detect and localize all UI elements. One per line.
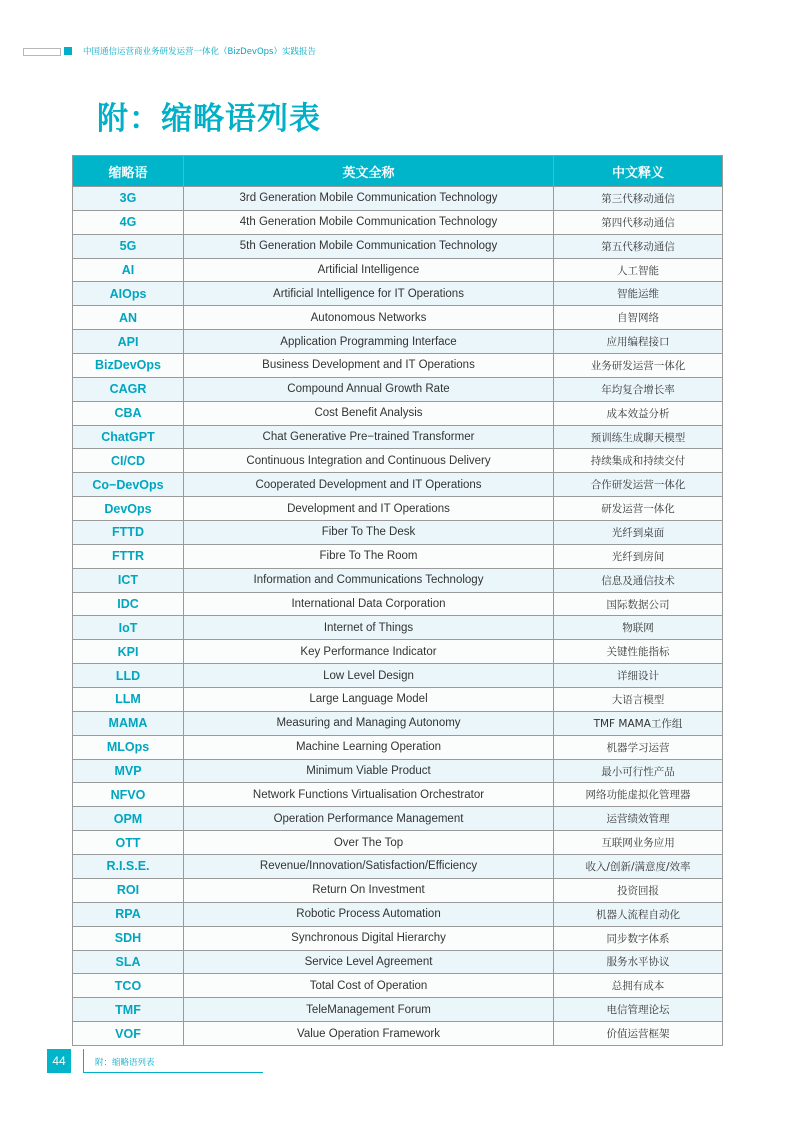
english-name-cell: Low Level Design: [184, 664, 554, 688]
abbreviation-cell: ROI: [73, 878, 184, 902]
column-header-abbr: 缩略语: [73, 156, 184, 187]
abbreviation-cell: MLOps: [73, 735, 184, 759]
table-row: [73, 807, 723, 831]
table-row: [73, 831, 723, 855]
english-name-cell: International Data Corporation: [184, 592, 554, 616]
table-row: [73, 210, 723, 234]
table-row: [73, 735, 723, 759]
column-header-english: 英文全称: [184, 156, 554, 187]
chinese-name-cell: 详细设计: [554, 664, 723, 688]
table-header-row: [73, 156, 723, 187]
abbreviation-cell: OTT: [73, 831, 184, 855]
abbreviation-cell: AI: [73, 258, 184, 282]
chinese-name-cell: 业务研发运营一体化: [554, 354, 723, 378]
english-name-cell: Internet of Things: [184, 616, 554, 640]
abbreviation-cell: CAGR: [73, 377, 184, 401]
english-name-cell: Key Performance Indicator: [184, 640, 554, 664]
english-name-cell: Machine Learning Operation: [184, 735, 554, 759]
table-row: [73, 926, 723, 950]
abbreviation-cell: CBA: [73, 401, 184, 425]
chinese-name-cell: 价值运营框架: [554, 1022, 723, 1046]
chinese-name-cell: 同步数字体系: [554, 926, 723, 950]
chinese-name-cell: 国际数据公司: [554, 592, 723, 616]
chinese-name-cell: 光纤到房间: [554, 544, 723, 568]
table-row: [73, 711, 723, 735]
chinese-name-cell: 投资回报: [554, 878, 723, 902]
chinese-name-cell: 第三代移动通信: [554, 187, 723, 211]
table-row: [73, 330, 723, 354]
chinese-name-cell: 研发运营一体化: [554, 497, 723, 521]
abbreviation-cell: OPM: [73, 807, 184, 831]
table-row: [73, 521, 723, 545]
table-row: [73, 592, 723, 616]
abbreviation-cell: ICT: [73, 568, 184, 592]
abbreviation-cell: AN: [73, 306, 184, 330]
english-name-cell: TeleManagement Forum: [184, 998, 554, 1022]
english-name-cell: Return On Investment: [184, 878, 554, 902]
abbreviation-cell: LLM: [73, 688, 184, 712]
table-row: [73, 640, 723, 664]
header-decor-rect: [23, 48, 61, 56]
table-body: [73, 187, 723, 1046]
abbreviation-table: [72, 155, 723, 1046]
english-name-cell: Information and Communications Technology: [184, 568, 554, 592]
abbreviation-cell: CI/CD: [73, 449, 184, 473]
chinese-name-cell: 机器学习运营: [554, 735, 723, 759]
abbreviation-cell: VOF: [73, 1022, 184, 1046]
abbreviation-cell: KPI: [73, 640, 184, 664]
chinese-name-cell: 互联网业务应用: [554, 831, 723, 855]
english-name-cell: Artificial Intelligence for IT Operations: [184, 282, 554, 306]
table-row: [73, 425, 723, 449]
english-name-cell: 4th Generation Mobile Communication Technology: [184, 210, 554, 234]
english-name-cell: Business Development and IT Operations: [184, 354, 554, 378]
english-name-cell: Development and IT Operations: [184, 497, 554, 521]
english-name-cell: Fibre To The Room: [184, 544, 554, 568]
abbreviation-cell: IoT: [73, 616, 184, 640]
chinese-name-cell: 预训练生成聊天模型: [554, 425, 723, 449]
table-row: [73, 902, 723, 926]
english-name-cell: Robotic Process Automation: [184, 902, 554, 926]
english-name-cell: Fiber To The Desk: [184, 521, 554, 545]
table-row: [73, 974, 723, 998]
english-name-cell: Autonomous Networks: [184, 306, 554, 330]
header-decor-square: [64, 47, 72, 55]
table-row: [73, 306, 723, 330]
table-row: [73, 950, 723, 974]
chinese-name-cell: 收入/创新/满意度/效率: [554, 855, 723, 879]
table-row: [73, 568, 723, 592]
abbreviation-cell: MAMA: [73, 711, 184, 735]
english-name-cell: Over The Top: [184, 831, 554, 855]
english-name-cell: Cooperated Development and IT Operations: [184, 473, 554, 497]
english-name-cell: Cost Benefit Analysis: [184, 401, 554, 425]
chinese-name-cell: 总拥有成本: [554, 974, 723, 998]
chinese-name-cell: 信息及通信技术: [554, 568, 723, 592]
english-name-cell: Measuring and Managing Autonomy: [184, 711, 554, 735]
table-row: [73, 664, 723, 688]
table-row: [73, 616, 723, 640]
chinese-name-cell: 网络功能虚拟化管理器: [554, 783, 723, 807]
abbreviation-cell: BizDevOps: [73, 354, 184, 378]
english-name-cell: Chat Generative Pre−trained Transformer: [184, 425, 554, 449]
table-row: [73, 354, 723, 378]
chinese-name-cell: 持续集成和持续交付: [554, 449, 723, 473]
chinese-name-cell: 第五代移动通信: [554, 234, 723, 258]
table-row: [73, 473, 723, 497]
table-row: [73, 688, 723, 712]
chinese-name-cell: 合作研发运营一体化: [554, 473, 723, 497]
chinese-name-cell: 自智网络: [554, 306, 723, 330]
footer-section-label: 附：缩略语列表: [95, 1058, 155, 1068]
chinese-name-cell: 电信管理论坛: [554, 998, 723, 1022]
english-name-cell: Compound Annual Growth Rate: [184, 377, 554, 401]
abbreviation-cell: Co−DevOps: [73, 473, 184, 497]
abbreviation-cell: TMF: [73, 998, 184, 1022]
english-name-cell: 5th Generation Mobile Communication Technology: [184, 234, 554, 258]
chinese-name-cell: 关键性能指标: [554, 640, 723, 664]
chinese-name-cell: 运营绩效管理: [554, 807, 723, 831]
english-name-cell: Revenue/Innovation/Satisfaction/Efficiency: [184, 855, 554, 879]
chinese-name-cell: 年均复合增长率: [554, 377, 723, 401]
table-row: [73, 855, 723, 879]
abbreviation-cell: LLD: [73, 664, 184, 688]
abbreviation-cell: RPA: [73, 902, 184, 926]
table-row: [73, 783, 723, 807]
table-row: [73, 401, 723, 425]
chinese-name-cell: TMF MAMA工作组: [554, 711, 723, 735]
abbreviation-cell: 5G: [73, 234, 184, 258]
page-title: 附：缩略语列表: [97, 101, 321, 137]
english-name-cell: Operation Performance Management: [184, 807, 554, 831]
abbreviation-cell: 3G: [73, 187, 184, 211]
table-row: [73, 497, 723, 521]
abbreviation-cell: API: [73, 330, 184, 354]
table-row: [73, 449, 723, 473]
chinese-name-cell: 应用编程接口: [554, 330, 723, 354]
chinese-name-cell: 服务水平协议: [554, 950, 723, 974]
english-name-cell: Application Programming Interface: [184, 330, 554, 354]
chinese-name-cell: 光纤到桌面: [554, 521, 723, 545]
english-name-cell: Network Functions Virtualisation Orchestrator: [184, 783, 554, 807]
chinese-name-cell: 人工智能: [554, 258, 723, 282]
chinese-name-cell: 成本效益分析: [554, 401, 723, 425]
abbreviation-cell: SLA: [73, 950, 184, 974]
page-number: 44: [47, 1049, 71, 1073]
abbreviation-cell: FTTD: [73, 521, 184, 545]
column-header-chinese: 中文释义: [554, 156, 723, 187]
table-row: [73, 234, 723, 258]
chinese-name-cell: 智能运维: [554, 282, 723, 306]
english-name-cell: Synchronous Digital Hierarchy: [184, 926, 554, 950]
abbreviation-cell: DevOps: [73, 497, 184, 521]
abbreviation-cell: SDH: [73, 926, 184, 950]
chinese-name-cell: 机器人流程自动化: [554, 902, 723, 926]
table-row: [73, 544, 723, 568]
abbreviation-cell: TCO: [73, 974, 184, 998]
running-header: 中国通信运营商业务研发运营一体化（BizDevOps）实践报告: [83, 47, 316, 57]
chinese-name-cell: 最小可行性产品: [554, 759, 723, 783]
table-row: [73, 878, 723, 902]
abbreviation-cell: AIOps: [73, 282, 184, 306]
abbreviation-cell: 4G: [73, 210, 184, 234]
chinese-name-cell: 第四代移动通信: [554, 210, 723, 234]
table-row: [73, 998, 723, 1022]
english-name-cell: Value Operation Framework: [184, 1022, 554, 1046]
table-row: [73, 258, 723, 282]
abbreviation-cell: MVP: [73, 759, 184, 783]
table-row: [73, 377, 723, 401]
table-row: [73, 282, 723, 306]
chinese-name-cell: 物联网: [554, 616, 723, 640]
abbreviation-cell: NFVO: [73, 783, 184, 807]
abbreviation-cell: FTTR: [73, 544, 184, 568]
abbreviation-cell: R.I.S.E.: [73, 855, 184, 879]
english-name-cell: 3rd Generation Mobile Communication Technology: [184, 187, 554, 211]
english-name-cell: Large Language Model: [184, 688, 554, 712]
table-row: [73, 187, 723, 211]
english-name-cell: Continuous Integration and Continuous Delivery: [184, 449, 554, 473]
chinese-name-cell: 大语言模型: [554, 688, 723, 712]
abbreviation-cell: ChatGPT: [73, 425, 184, 449]
abbreviation-cell: IDC: [73, 592, 184, 616]
english-name-cell: Artificial Intelligence: [184, 258, 554, 282]
table-row: [73, 759, 723, 783]
english-name-cell: Minimum Viable Product: [184, 759, 554, 783]
table-row: [73, 1022, 723, 1046]
english-name-cell: Service Level Agreement: [184, 950, 554, 974]
english-name-cell: Total Cost of Operation: [184, 974, 554, 998]
